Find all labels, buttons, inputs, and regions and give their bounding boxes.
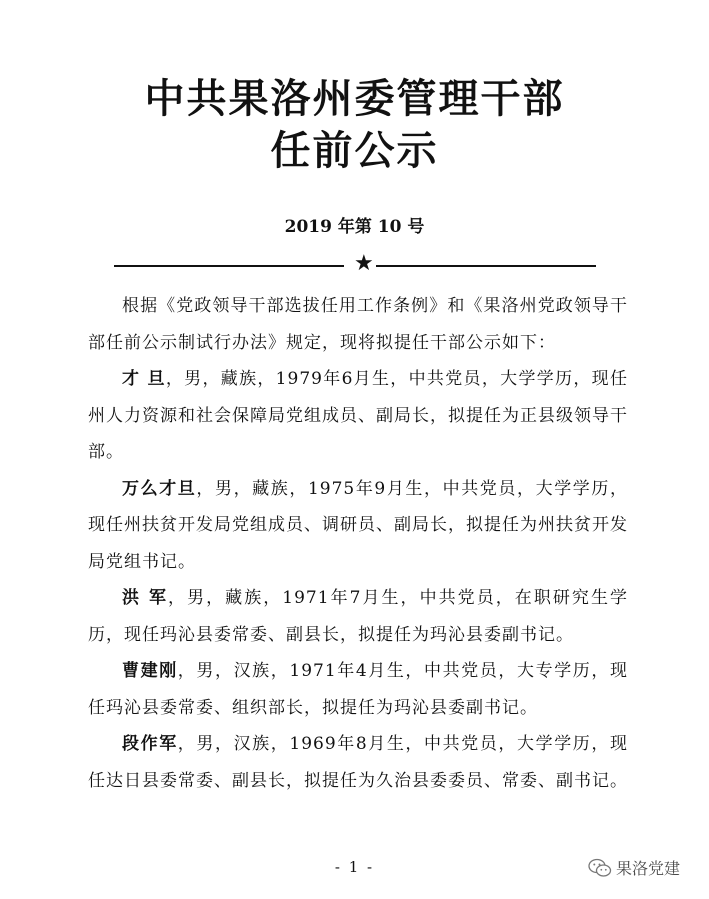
divider-line-left <box>114 265 344 267</box>
issue-number: 2019 年第 10 号 <box>284 217 425 237</box>
candidate-details: ，男，藏族，1971年7月生，中共党员，在职研究生学历，现任玛沁县委常委、副县长，拟提任为玛沁县委副书记。 <box>88 588 628 645</box>
candidate-name: 段作军 <box>122 734 178 754</box>
candidate-name: 曹建刚 <box>122 661 178 681</box>
candidate-details: ，男，藏族，1975年9月生，中共党员，大学学历，现任州扶贫开发局党组成员、调研员、副局长，拟提任为州扶贫开发局党组书记。 <box>88 478 628 572</box>
candidate-name: 万么才旦 <box>122 478 197 499</box>
intro-paragraph: 根据《党政领导干部选拔任用工作条例》和《果洛州党政领导干部任前公示制试行办法》规定，现将拟提任干部公示如下： <box>88 296 628 353</box>
candidate-paragraph <box>88 726 628 799</box>
page-number: - 1 - <box>334 858 375 876</box>
source-watermark <box>588 856 680 879</box>
document-title-line-2: 任前公示 <box>270 128 439 174</box>
candidate-paragraph <box>88 580 628 653</box>
star-icon: ★ <box>354 251 374 276</box>
document-title-line-1: 中共果洛州委管理干部 <box>144 76 565 122</box>
candidate-name: 才 旦 <box>122 369 166 389</box>
candidate-details: ，男，汉族，1971年4月生，中共党员，大专学历，现任玛沁县委常委、组织部长，拟提任为玛沁县委副书记。 <box>88 661 628 718</box>
title-divider <box>114 251 596 276</box>
wechat-icon <box>588 858 612 878</box>
announcement-body <box>88 288 628 799</box>
candidate-paragraph <box>88 361 628 471</box>
candidate-details: ，男，藏族，1979年6月生，中共党员，大学学历，现任州人力资源和社会保障局党组成员、副局长，拟提任为正县级领导干部。 <box>88 369 628 462</box>
candidate-name: 洪 军 <box>122 588 169 608</box>
candidate-details: ，男，汉族，1969年8月生，中共党员，大学学历，现任达日县委常委、副县长，拟提任为久治县委委员、常委、副书记。 <box>88 734 628 791</box>
watermark-text: 果洛党建 <box>616 859 681 878</box>
candidate-paragraph <box>88 471 628 581</box>
candidate-paragraph <box>88 653 628 726</box>
divider-line-right <box>376 265 596 267</box>
